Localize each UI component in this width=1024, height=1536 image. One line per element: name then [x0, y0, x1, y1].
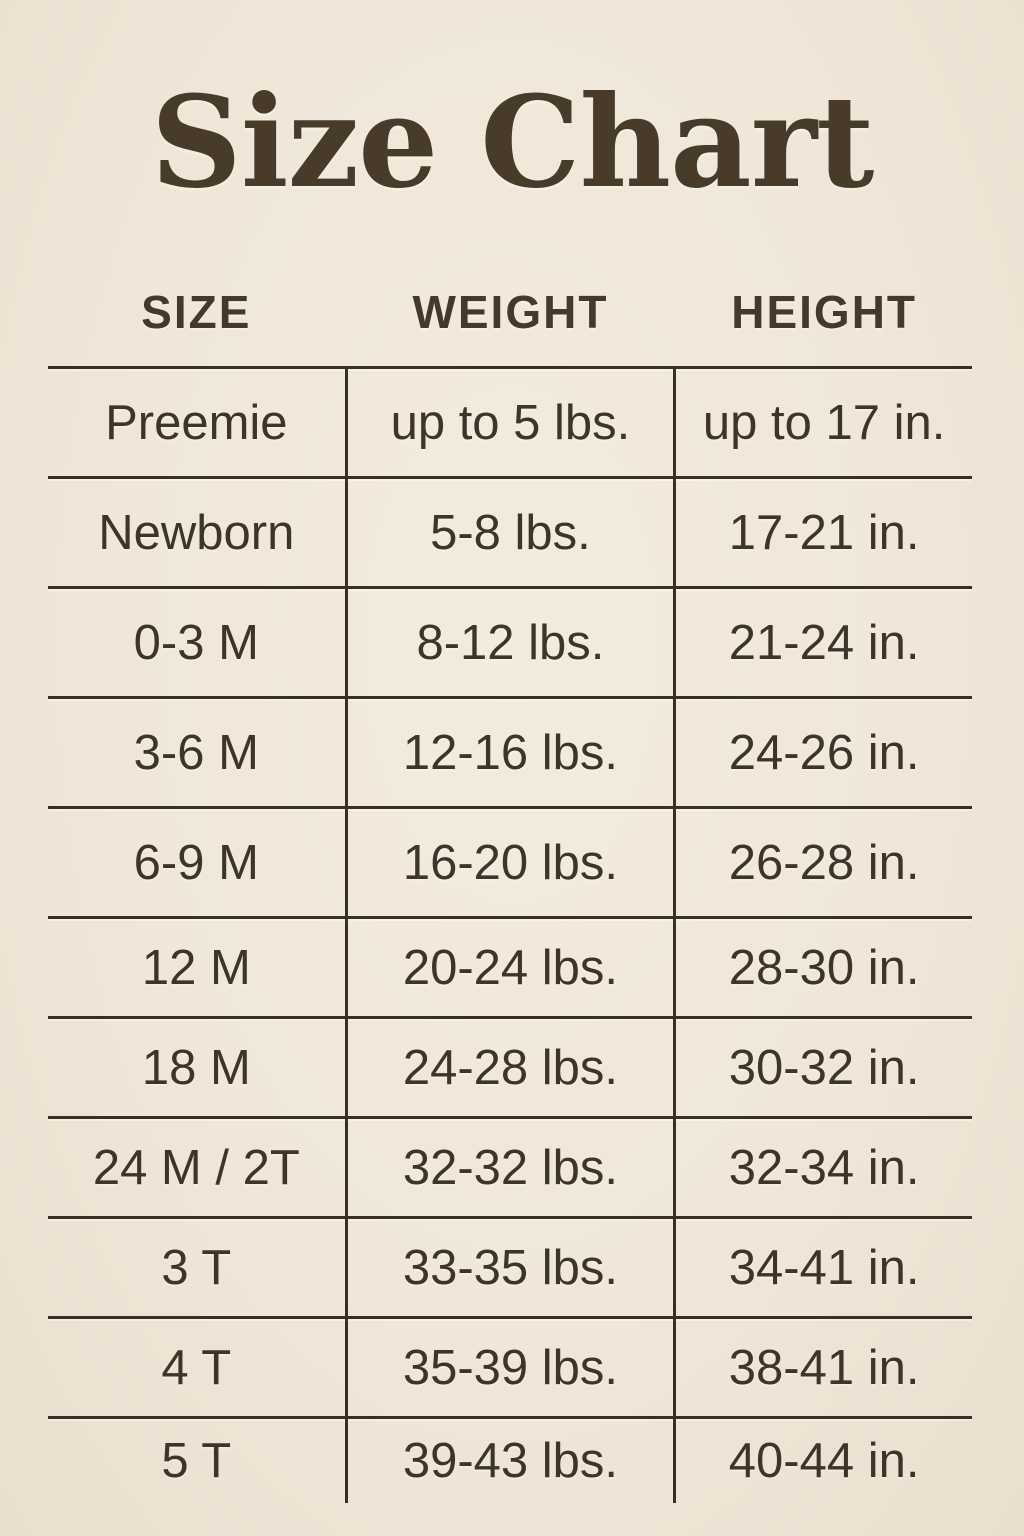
size-cell: 0-3 M [133, 615, 259, 670]
weight-cell: 32-32 lbs. [345, 1119, 677, 1216]
page-title: Size Chart [150, 68, 874, 216]
column-header-height: HEIGHT [731, 286, 918, 338]
weight-cell: 20-24 lbs. [345, 919, 677, 1016]
height-cell: 24-26 in. [728, 725, 920, 780]
table-row [48, 696, 972, 806]
table-row [48, 916, 972, 1016]
height-cell: 17-21 in. [728, 505, 920, 560]
size-cell: 18 M [141, 1040, 251, 1095]
size-cell: Newborn [98, 505, 295, 560]
size-cell: 12 M [141, 940, 251, 995]
height-cell: 40-44 in. [728, 1434, 920, 1488]
weight-cell: 16-20 lbs. [345, 809, 677, 916]
size-cell: 24 M / 2T [92, 1140, 300, 1195]
size-cell: 5 T [161, 1434, 232, 1488]
table-row [48, 1316, 972, 1416]
weight-cell: up to 5 lbs. [345, 369, 677, 476]
column-header-weight: WEIGHT [412, 286, 609, 338]
table-row [48, 586, 972, 696]
size-cell: 3-6 M [133, 725, 259, 780]
weight-cell: 39-43 lbs. [345, 1419, 677, 1503]
weight-cell: 24-28 lbs. [345, 1019, 677, 1116]
table-row [48, 806, 972, 916]
table-header-row [48, 258, 972, 366]
weight-cell: 8-12 lbs. [345, 589, 677, 696]
table-row [48, 1116, 972, 1216]
size-cell: 6-9 M [133, 835, 259, 890]
height-cell: 28-30 in. [728, 940, 920, 995]
table-row [48, 1416, 972, 1503]
table-row [48, 1216, 972, 1316]
size-cell: Preemie [105, 395, 288, 450]
height-cell: 21-24 in. [728, 615, 920, 670]
weight-cell: 33-35 lbs. [345, 1219, 677, 1316]
size-cell: 4 T [161, 1340, 232, 1395]
table-row [48, 1016, 972, 1116]
table-row [48, 366, 972, 476]
weight-cell: 35-39 lbs. [345, 1319, 677, 1416]
column-header-size: SIZE [141, 286, 252, 338]
size-table [48, 258, 972, 1503]
weight-cell: 5-8 lbs. [345, 479, 677, 586]
height-cell: 30-32 in. [728, 1040, 920, 1095]
height-cell: 34-41 in. [728, 1240, 920, 1295]
table-row [48, 476, 972, 586]
size-cell: 3 T [161, 1240, 232, 1295]
height-cell: up to 17 in. [702, 395, 946, 450]
weight-cell: 12-16 lbs. [345, 699, 677, 806]
height-cell: 26-28 in. [728, 835, 920, 890]
table-body [48, 366, 972, 1503]
height-cell: 32-34 in. [728, 1140, 920, 1195]
height-cell: 38-41 in. [728, 1340, 920, 1395]
